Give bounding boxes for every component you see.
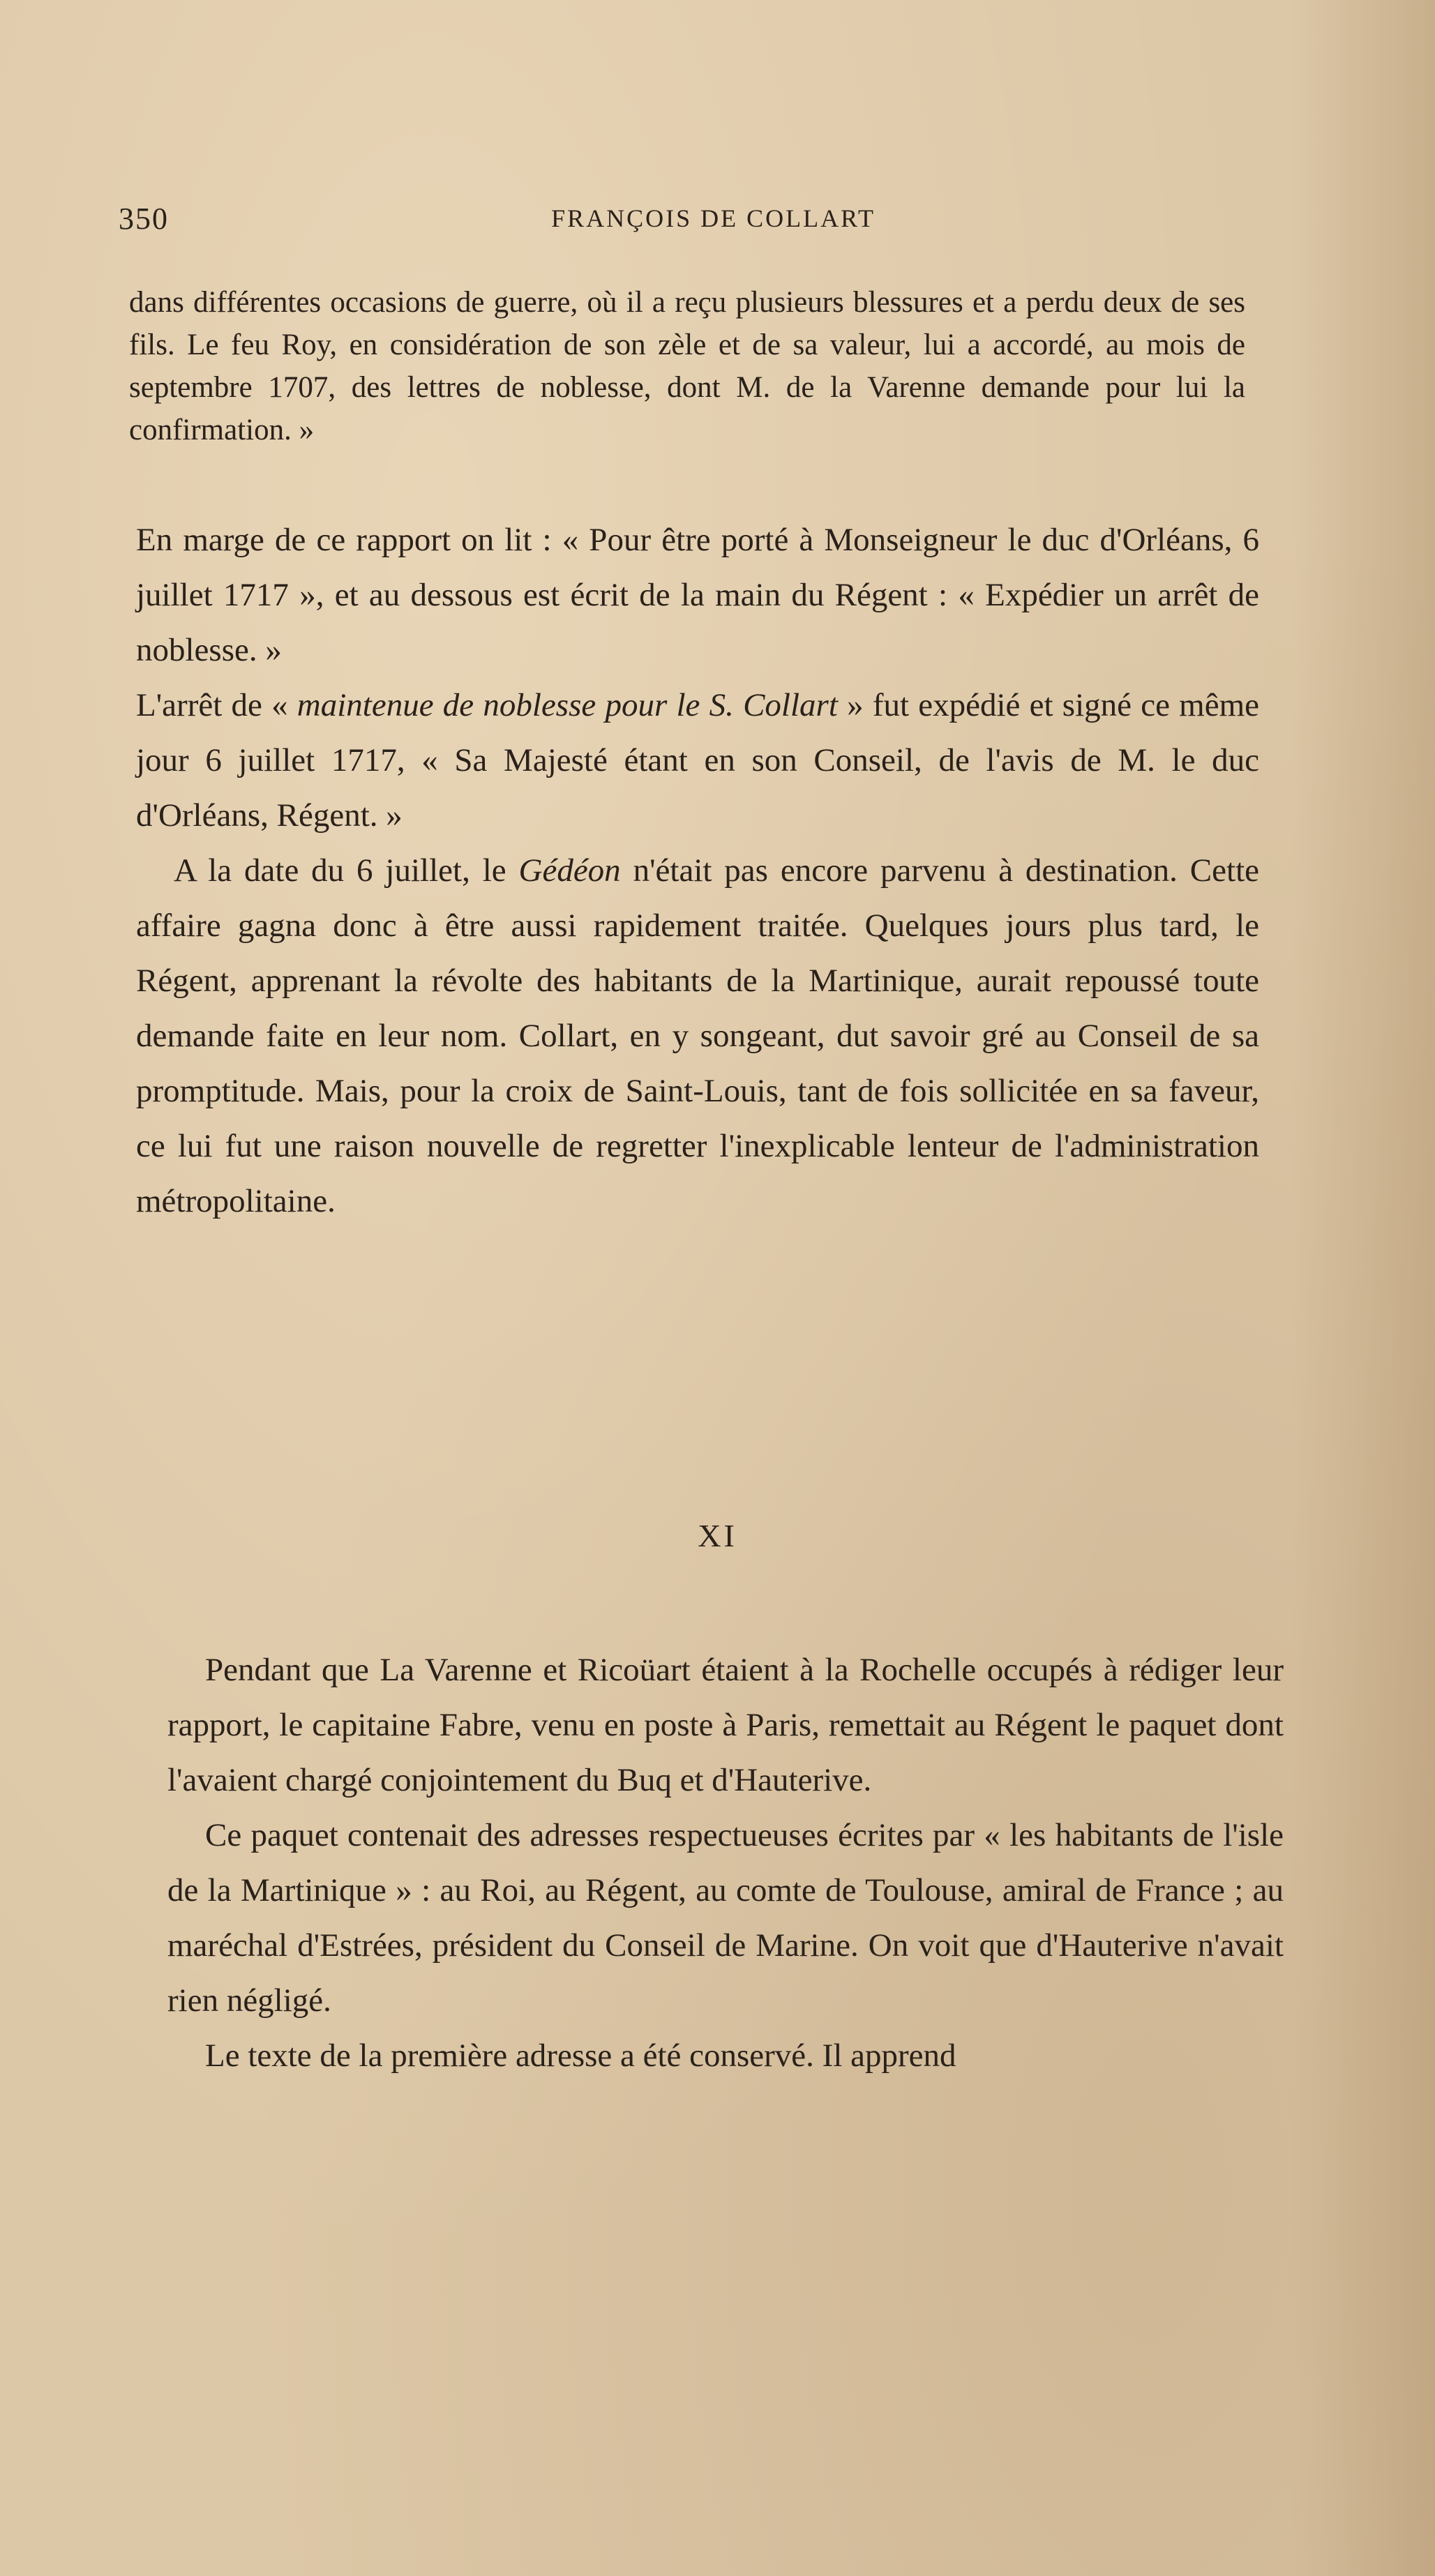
quoted-passage: dans différentes occasions de guerre, où il a reçu plusieurs blessures et a perdu deux de ses fils. Le feu Roy, en considération de son zèle et de sa valeur, lui a accordé, au mois de septembre 1707, des lettres de noblesse, dont M. de la Varenne demande pour lui la confirmation. » xyxy=(129,286,1245,446)
paragraph-text: » fut expédié et signé ce même jour 6 juillet 1717, « Sa Majesté étant en son Conseil, de l'avis de M. le duc d'Orléans, Régent. » xyxy=(136,687,1259,834)
running-title: FRANÇOIS DE COLLART xyxy=(551,204,876,232)
paragraph: En marge de ce rapport on lit : « Pour être porté à Monseigneur le duc d'Orléans, 6 juillet 1717 », et au dessous est écrit de la main du Régent : « Expédier un arrêt de noblesse. » xyxy=(136,522,1259,668)
italic-title: maintenue de noblesse pour le S. Collart xyxy=(296,687,838,723)
ship-name: Gédéon xyxy=(518,852,621,889)
paragraph-text: L'arrêt de « xyxy=(136,687,297,723)
paragraph-text: n'était pas encore parvenu à destination. Cette affaire gagna donc à être aussi rapidement traitée. Quelques jours plus tard, le Régent, apprenant la révolte des habitants de la Martinique, aurait repoussé toute demande faite en leur nom. Collart, en y songeant, dut savoir gré au Conseil de sa promptitude. Mais, pour la croix de Saint-Louis, tant de fois sollicitée en sa faveur, ce lui fut une raison nouvelle de regretter l'inexplicable lenteur de l'administration métropolitaine. xyxy=(136,852,1259,1219)
paragraph: Ce paquet contenait des adresses respectueuses écrites par « les habitants de l'isle de la Martinique » : au Roi, au Régent, au comte de Toulouse, amiral de France ; au maréchal d'Estrées, président du Conseil de Marine. On voit que d'Hauterive n'avait rien négligé. xyxy=(167,1817,1284,2019)
paragraph: Pendant que La Varenne et Ricoüart étaient à la Rochelle occupés à rédiger leur rapport, le capitaine Fabre, venu en poste à Paris, remettait au Régent le paquet dont l'avaient chargé conjointement du Buq et d'Hauterive. xyxy=(167,1652,1284,1798)
running-header xyxy=(119,201,1308,243)
body-text-upper xyxy=(136,513,1259,1229)
page-number: 350 xyxy=(119,202,169,236)
body-text-lower xyxy=(167,1643,1284,2084)
paragraph xyxy=(136,678,1259,843)
paragraph: Le texte de la première adresse a été conservé. Il apprend xyxy=(205,2038,956,2074)
paragraph-text: A la date du 6 juillet, le xyxy=(174,852,519,889)
section-heading: XI xyxy=(698,1518,737,1553)
paragraph xyxy=(136,843,1259,1229)
